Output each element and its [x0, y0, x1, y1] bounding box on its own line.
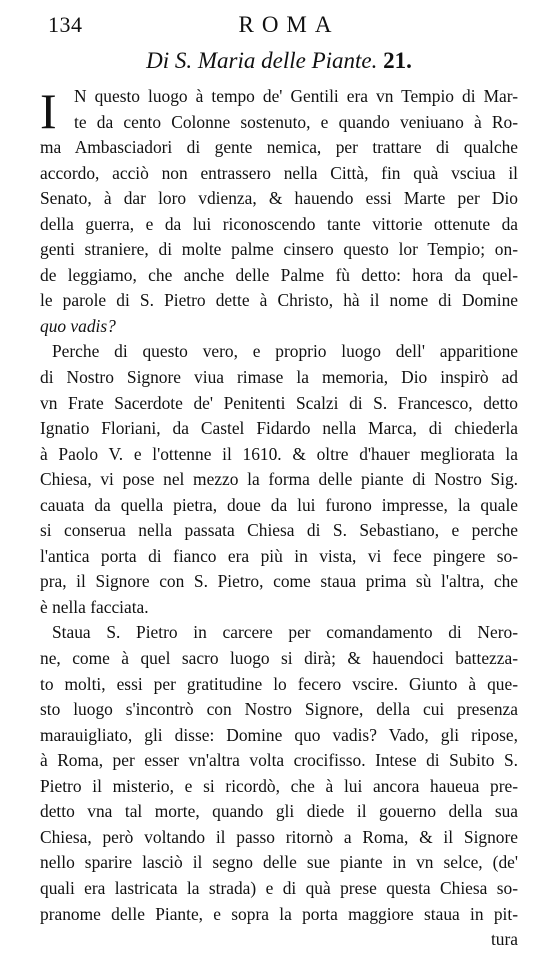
chapter-number: 21.	[383, 48, 412, 73]
text-line: à Roma, per esser vn'altra volta crocifisso. Intese di Subito S.	[40, 750, 518, 771]
body-text	[40, 84, 518, 953]
book-page	[40, 12, 518, 950]
text-line: Senato, à dar loro vdienza, & hauendo essi Marte per Dio	[40, 188, 518, 209]
text-line: le parole di S. Pietro dette à Christo, hà il nome di Domine	[40, 290, 518, 311]
text-line: ne, come à quel sacro luogo si dirà; & hauendoci battezza-	[40, 648, 518, 669]
text-line: l'antica porta di fianco era più in vista, vi fece pingere so-	[40, 545, 518, 566]
text-line: detto vna tal morte, quando gli diede il gouerno della sua	[40, 801, 518, 822]
text-line: genti straniere, di molte palme cinsero questo lor Tempio; on-	[40, 239, 518, 260]
text-line: te da cento Colonne sostenuto, e quando veniuano à Ro-	[74, 111, 518, 132]
text-line: sto luogo s'incontrò con Nostro Signore, della cui presenza	[40, 699, 518, 720]
catchword: tura	[490, 929, 518, 950]
page-number: 134	[48, 12, 83, 37]
text-line: de leggiamo, che anche delle Palme fù detto: hora da quel-	[40, 264, 518, 285]
text-line: to molti, essi per gratitudine lo fecero vscire. Giunto à que-	[40, 673, 518, 694]
text-line: della guerra, e da lui riconoscendo tante vittorie ottenute da	[40, 213, 518, 234]
text-line: nello sparire lasciò il segno delle sue piante in vn selce, (de'	[40, 852, 518, 873]
running-head	[40, 12, 518, 44]
running-title: ROMA	[238, 12, 340, 37]
text-line: vn Frate Sacerdote de' Penitenti Scalzi di S. Francesco, detto	[40, 392, 518, 413]
text-line: Staua S. Pietro in carcere per comandamento di Nero-	[52, 622, 518, 643]
text-line: Chiesa, però voltando il passo ritornò a Roma, & il Signore	[40, 826, 518, 847]
text-line: accordo, acciò non entrassero nella Città, fin quà vsciua il	[40, 162, 518, 183]
text-line: marauigliato, gli disse: Domine quo vadis? Vado, gli ripose,	[40, 724, 518, 745]
text-line: pra, il Signore con S. Pietro, come staua prima sù l'altra, che	[40, 571, 518, 592]
text-line: Ignatio Floriani, da Castel Fidardo nella Marca, di chiederla	[40, 418, 518, 439]
text-line: cauata da quella pietra, doue da lui furono impresse, la quale	[40, 494, 518, 515]
text-line: à Paolo V. e l'ottenne il 1610. & oltre d'hauer megliorata la	[40, 443, 518, 464]
chapter-title	[40, 48, 518, 78]
chapter-title-text: Di S. Maria delle Piante.	[146, 48, 378, 73]
text-line: quo vadis?	[40, 315, 116, 336]
text-line: Perche di questo vero, e proprio luogo dell' apparitione	[52, 341, 518, 362]
line-text: N questo luogo à tempo de' Gentili era vn Tempio di Mar-	[74, 86, 518, 106]
text-line: ma Ambasciadori di gente nemica, per trattare di qualche	[40, 137, 518, 158]
text-line: pranome delle Piante, e sopra la porta maggiore staua in pit-	[40, 903, 518, 924]
drop-cap: I	[40, 83, 57, 139]
text-line: Pietro il misterio, e si ricordò, che à lui ancora haueua pre-	[40, 775, 518, 796]
text-line: di Nostro Signore viua rimase la memoria, Dio inspirò ad	[40, 367, 518, 388]
text-line: è nella facciata.	[40, 596, 149, 617]
text-line: quali era lastricata la strada) e di quà prese questa Chiesa so-	[40, 877, 518, 898]
text-line: si conserua nella passata Chiesa di S. Sebastiano, e perche	[40, 520, 518, 541]
text-line: Chiesa, vi pose nel mezzo la forma delle piante di Nostro Sig.	[40, 469, 518, 490]
